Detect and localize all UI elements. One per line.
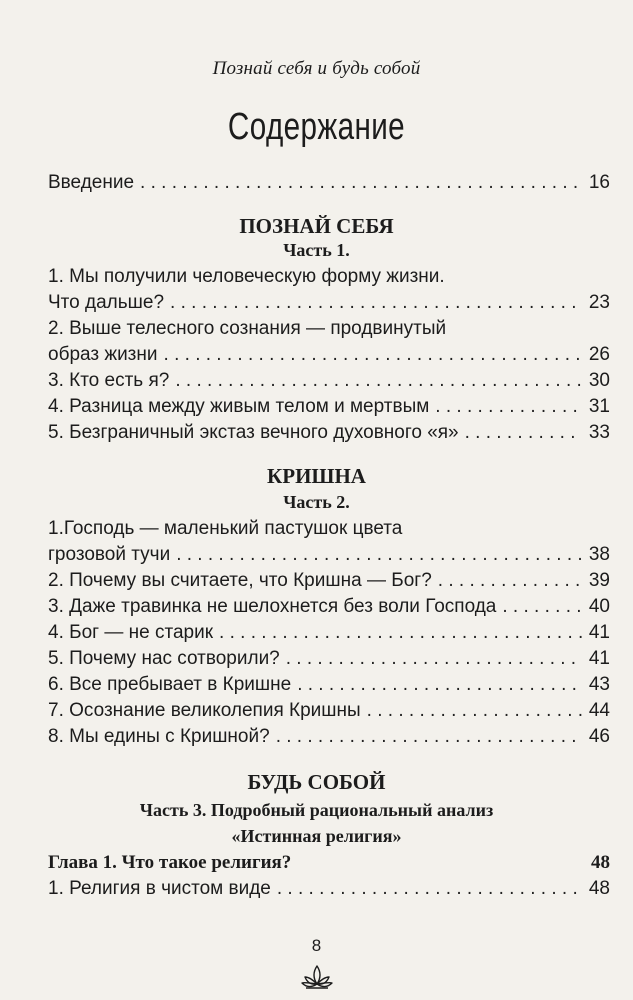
- dot-leader: [435, 396, 582, 418]
- toc-entry-text: 6. Все пребывает в Кришне: [48, 674, 292, 695]
- dot-leader: [219, 622, 582, 644]
- toc-entry-line[interactable]: 2. Выше телесного сознания — продвинутый: [48, 318, 447, 339]
- toc-entry-page: 41: [588, 622, 610, 643]
- page-number: 8: [311, 936, 322, 955]
- dot-leader: [164, 344, 582, 366]
- toc-entry-text: грозовой тучи: [48, 544, 171, 565]
- section-heading: БУДЬ СОБОЙ: [247, 770, 386, 794]
- toc-entry-text: образ жизни: [48, 344, 158, 365]
- toc-entry-text: 4. Бог — не старик: [48, 622, 214, 643]
- toc-entry-text: 5. Безграничный экстаз вечного духовного «я»: [48, 422, 459, 443]
- toc-entry[interactable]: [48, 648, 610, 670]
- part-label: Часть 1.: [283, 240, 350, 260]
- dot-leader: [438, 570, 582, 592]
- dot-leader: [176, 544, 582, 566]
- toc-entry-text: 7. Осознание великолепия Кришны: [48, 700, 361, 721]
- toc-entry-text: Введение: [48, 172, 135, 193]
- section-heading: ПОЗНАЙ СЕБЯ: [239, 214, 394, 238]
- dot-leader: [170, 292, 582, 314]
- toc-entry-text: 2. Почему вы считаете, что Кришна — Бог?: [48, 570, 432, 591]
- running-head: Познай себя и будь собой: [212, 58, 421, 79]
- toc-entry-page: 46: [588, 726, 610, 747]
- toc-entry[interactable]: [48, 622, 610, 644]
- toc-entry-page: 39: [588, 570, 610, 591]
- part-subtitle: «Истинная религия»: [231, 826, 402, 846]
- part-label: Часть 2.: [283, 492, 350, 512]
- toc-entry-page: 16: [588, 172, 610, 193]
- toc-entry-page: 23: [588, 292, 610, 313]
- toc-entry-page: 33: [588, 422, 610, 443]
- dot-leader: [465, 422, 582, 444]
- toc-entry[interactable]: [48, 292, 610, 314]
- toc-entry-page: 26: [588, 344, 610, 365]
- part-label: Часть 3. Подробный рациональный анализ: [139, 800, 494, 820]
- toc-entry[interactable]: [48, 422, 610, 444]
- toc-entry[interactable]: [48, 674, 610, 696]
- dot-leader: [140, 172, 582, 194]
- toc-entry[interactable]: [48, 370, 610, 392]
- dot-leader: [502, 596, 582, 618]
- toc-entry-page: 31: [588, 396, 610, 417]
- section-heading: КРИШНА: [267, 464, 366, 488]
- toc-entry[interactable]: [48, 878, 610, 900]
- toc-entry-page: 43: [588, 674, 610, 695]
- toc-entry-page: 44: [588, 700, 610, 721]
- toc-entry[interactable]: [48, 570, 610, 592]
- toc-entry[interactable]: [48, 544, 610, 566]
- toc-entry-page: 41: [588, 648, 610, 669]
- toc-entry-text: 5. Почему нас сотворили?: [48, 648, 280, 669]
- toc-entry-line[interactable]: 1.Господь — маленький пастушок цвета: [48, 518, 403, 539]
- toc-entry-page: 30: [588, 370, 610, 391]
- toc-entry-line[interactable]: 1. Мы получили человеческую форму жизни.: [48, 266, 445, 287]
- toc-entry[interactable]: [48, 726, 610, 748]
- dot-leader: [277, 878, 582, 900]
- page-title: Содержание: [227, 106, 406, 148]
- dot-leader: [175, 370, 582, 392]
- toc-entry-intro[interactable]: [48, 172, 610, 194]
- toc-entry-page: 40: [588, 596, 610, 617]
- toc-chapter-page: 48: [591, 852, 610, 873]
- dot-leader: [286, 648, 582, 670]
- toc-entry-text: Что дальше?: [48, 292, 165, 313]
- dot-leader: [297, 674, 582, 696]
- dot-leader: [367, 700, 582, 722]
- toc-entry-text: 3. Даже травинка не шелохнется без воли Господа: [48, 596, 497, 617]
- toc-entry[interactable]: [48, 700, 610, 722]
- toc-chapter-entry[interactable]: [48, 852, 610, 874]
- toc-chapter-text: Глава 1. Что такое религия?: [48, 852, 292, 873]
- dot-leader: [276, 726, 582, 748]
- toc-entry-text: 3. Кто есть я?: [48, 370, 170, 391]
- toc-entry-text: 1. Религия в чистом виде: [48, 878, 271, 899]
- toc-entry[interactable]: [48, 344, 610, 366]
- toc-entry-text: 4. Разница между живым телом и мертвым: [48, 396, 430, 417]
- lotus-icon: [300, 962, 334, 992]
- toc-entry[interactable]: [48, 596, 610, 618]
- toc-entry-text: 8. Мы едины с Кришной?: [48, 726, 270, 747]
- toc-entry-page: 38: [588, 544, 610, 565]
- toc-entry[interactable]: [48, 396, 610, 418]
- toc-entry-page: 48: [588, 878, 610, 899]
